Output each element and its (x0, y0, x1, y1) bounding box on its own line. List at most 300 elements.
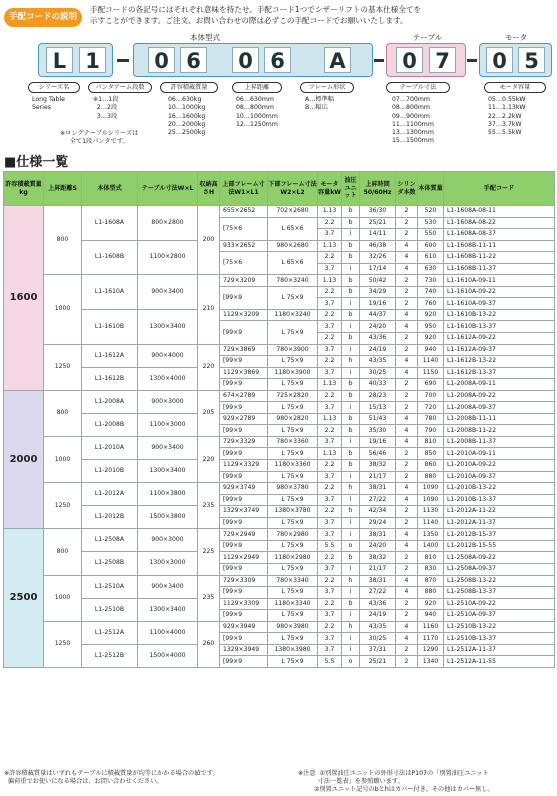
code-dash (117, 59, 129, 62)
code-cell: L1-2008B-11-11 (444, 413, 555, 425)
cylinder-cell: 2 (396, 229, 418, 241)
unit-cell: h (342, 621, 360, 633)
cylinder-cell: 4 (396, 321, 418, 333)
capacity-cell: 2500 (4, 529, 44, 668)
time-cell: 24/19 (360, 344, 396, 356)
table-row (4, 309, 555, 321)
motor-cell: 2.2 (318, 552, 342, 564)
time-cell: 40/33 (360, 379, 396, 391)
upper-frame-cell: 1329×3949 (220, 644, 268, 656)
time-cell: 30/25 (360, 367, 396, 379)
cylinder-cell: 4 (396, 356, 418, 368)
code-char: 6 (180, 47, 207, 73)
unit-cell: i (342, 633, 360, 645)
mass-cell: 700 (418, 390, 444, 402)
unit-cell: b (342, 240, 360, 252)
time-cell: 50/42 (360, 275, 396, 287)
spec-title: ■仕様一覧 (4, 155, 69, 170)
lift-cell: 800 (44, 390, 82, 436)
upper-frame-section-cell: [99×9 (220, 563, 268, 575)
mass-cell: 850 (418, 448, 444, 460)
motor-cell: 3.7 (318, 587, 342, 599)
table-header (4, 172, 555, 206)
code-cell: L1-1608B-11-37 (444, 263, 555, 275)
unit-cell: o (342, 540, 360, 552)
cylinder-cell: 4 (396, 529, 418, 541)
upper-frame-section-cell: [99×9 (220, 471, 268, 483)
unit-cell: i (342, 529, 360, 541)
code-cell: L1-2508B-13-37 (444, 587, 555, 599)
motor-cell: 2.2 (318, 286, 342, 298)
code-cell: L1-2010A-09-11 (444, 448, 555, 460)
unit-cell: i (342, 471, 360, 483)
lift-cell: 800 (44, 206, 82, 275)
mass-cell: 860 (418, 460, 444, 472)
code-cell: L1-2512A-11-55 (444, 656, 555, 668)
lower-frame-section-cell: L 75×9 (268, 540, 318, 552)
lower-frame-cell: 1380×3980 (268, 644, 318, 656)
upper-frame-cell: 655×2652 (220, 206, 268, 218)
time-cell: 38/31 (360, 529, 396, 541)
col-lift: 上昇距離S (44, 172, 82, 206)
unit-cell: b (342, 425, 360, 437)
code-cell: L1-2510B-13-22 (444, 621, 555, 633)
lower-frame-cell: 780×3360 (268, 436, 318, 448)
unit-cell: b (342, 598, 360, 610)
code-cell: L1-2508A-09-22 (444, 552, 555, 564)
mass-cell: 1130 (418, 506, 444, 518)
cylinder-cell: 2 (396, 286, 418, 298)
motor-cell: 2.2 (318, 575, 342, 587)
motor-cell: 3.7 (318, 367, 342, 379)
model-cell: L1-2512B (82, 644, 138, 667)
motor-cell: 3.7 (318, 633, 342, 645)
mass-cell: 1090 (418, 494, 444, 506)
lower-frame-cell: 980×2680 (268, 240, 318, 252)
code-char: A (324, 47, 351, 73)
code-cell: L1-2510B-13-37 (444, 633, 555, 645)
unit-cell: i (342, 587, 360, 599)
motor-cell: 2.2 (318, 598, 342, 610)
motor-cell: 2.2 (318, 460, 342, 472)
label-arms: パンタアーム段数 (88, 82, 152, 93)
time-cell: 27/22 (360, 587, 396, 599)
motor-cell: 1.13 (318, 206, 342, 218)
time-cell: 34/29 (360, 286, 396, 298)
code-cell: L1-2510A-09-22 (444, 598, 555, 610)
cylinder-cell: 2 (396, 563, 418, 575)
unit-cell: i (342, 298, 360, 310)
unit-cell: i (342, 436, 360, 448)
col-upper-frame: 上部フレーム寸法W1×L1 (220, 172, 268, 206)
table-size-cell: 1300×3000 (138, 552, 198, 575)
time-cell: 38/31 (360, 575, 396, 587)
upper-frame-section-cell: [99×9 (220, 656, 268, 668)
mass-cell: 730 (418, 275, 444, 287)
motor-cell: 1.13 (318, 448, 342, 460)
mass-cell: 870 (418, 575, 444, 587)
cylinder-cell: 4 (396, 367, 418, 379)
col-table-size: テーブル寸法W×L (138, 172, 198, 206)
lower-frame-cell: 780×3900 (268, 344, 318, 356)
table-row (4, 598, 555, 610)
motor-cell: 2.2 (318, 309, 342, 321)
table-row (4, 344, 555, 356)
table-size-cell: 900×3000 (138, 529, 198, 552)
cylinder-cell: 2 (396, 598, 418, 610)
unit-cell: i (342, 263, 360, 275)
table-row (4, 436, 555, 448)
upper-frame-cell: 929×3749 (220, 483, 268, 495)
upper-frame-cell: 729×3209 (220, 275, 268, 287)
time-cell: 44/37 (360, 309, 396, 321)
cylinder-cell: 4 (396, 621, 418, 633)
mass-cell: 880 (418, 471, 444, 483)
code-cell: L1-1608A-08-37 (444, 229, 555, 241)
motor-cell: 2.2 (318, 333, 342, 345)
motor-cell: 3.7 (318, 402, 342, 414)
unit-cell: i (342, 367, 360, 379)
capacity-cell: 1600 (4, 206, 44, 391)
lower-frame-cell: 1180×3240 (268, 309, 318, 321)
time-cell: 24/19 (360, 610, 396, 622)
height-cell: 210 (198, 275, 220, 344)
table-size-cell: 1300×3400 (138, 460, 198, 483)
mass-cell: 600 (418, 240, 444, 252)
code-cell: L1-2012B-15-55 (444, 540, 555, 552)
table-row (4, 483, 555, 495)
code-char: 1 (79, 47, 106, 73)
motor-cell: 2.2 (318, 217, 342, 229)
mass-cell: 690 (418, 379, 444, 391)
unit-cell: i (342, 494, 360, 506)
caption-model: 本体型式 (190, 33, 220, 42)
table-size-cell: 1100×3800 (138, 483, 198, 506)
caption-motor: モータ (504, 33, 528, 42)
table-size-cell: 1500×4000 (138, 644, 198, 667)
time-cell: 32/26 (360, 252, 396, 264)
unit-cell: b (342, 252, 360, 264)
upper-frame-section-cell: [99×9 (220, 379, 268, 391)
lower-frame-section-cell: L 75×9 (268, 633, 318, 645)
col-capacity: 許容積載質量kg (4, 172, 44, 206)
time-cell: 43/35 (360, 356, 396, 368)
code-dash (467, 59, 477, 62)
cylinder-cell: 2 (396, 206, 418, 218)
unit-cell: b (342, 448, 360, 460)
time-cell: 35/30 (360, 425, 396, 437)
mass-cell: 950 (418, 321, 444, 333)
mass-cell: 830 (418, 563, 444, 575)
unit-cell: b (342, 552, 360, 564)
col-unit: 油圧ユニット (342, 172, 360, 206)
lower-frame-cell: 980×3980 (268, 621, 318, 633)
time-cell: 29/24 (360, 517, 396, 529)
code-char: 7 (429, 47, 456, 73)
height-cell: 235 (198, 483, 220, 529)
lift-desc: 06…630mm 08…800mm 10…1000mm 12…1250mm (236, 96, 278, 128)
arms-desc: ※1…1段 2…2段 3…3段 (93, 96, 119, 120)
time-cell: 25/21 (360, 217, 396, 229)
mass-cell: 630 (418, 263, 444, 275)
table-size-cell: 1300×3400 (138, 598, 198, 621)
time-cell: 25/21 (360, 656, 396, 668)
intro-text: 手配コードの各記号にはそれぞれ意味を持たせ、手配コード1つでシザーリフトの基本仕様全てを 示すことができます。ご注文、お問い合わせの際は必ずこの手配コードでお願いいたします。 (90, 5, 422, 25)
motor-cell: 1.13 (318, 413, 342, 425)
cylinder-cell: 2 (396, 402, 418, 414)
model-cell: L1-1612A (82, 344, 138, 367)
table-row (4, 413, 555, 425)
lower-frame-cell: 780×3240 (268, 275, 318, 287)
code-box-table (386, 43, 466, 77)
upper-frame-cell: 1129×2949 (220, 552, 268, 564)
unit-cell: b (342, 286, 360, 298)
code-cell: L1-1610A-09-37 (444, 298, 555, 310)
time-cell: 56/46 (360, 448, 396, 460)
upper-frame-cell: 1329×3749 (220, 506, 268, 518)
motor-cell: 2.2 (318, 390, 342, 402)
cylinder-cell: 2 (396, 517, 418, 529)
unit-cell: i (342, 563, 360, 575)
upper-frame-section-cell: [99×9 (220, 425, 268, 437)
upper-frame-section-cell: [99×9 (220, 587, 268, 599)
mass-cell: 940 (418, 344, 444, 356)
motor-cell: 3.7 (318, 529, 342, 541)
mass-cell: 1140 (418, 517, 444, 529)
table-row (4, 275, 555, 287)
mass-cell: 940 (418, 610, 444, 622)
motor-cell: 2.2 (318, 483, 342, 495)
unit-cell: b (342, 217, 360, 229)
table-body (4, 206, 555, 668)
code-cell: L1-1610A-09-11 (444, 275, 555, 287)
lower-frame-cell: 1180×3360 (268, 460, 318, 472)
cylinder-cell: 4 (396, 240, 418, 252)
mass-cell: 1160 (418, 621, 444, 633)
time-cell: 24/20 (360, 540, 396, 552)
cylinder-cell: 2 (396, 506, 418, 518)
height-cell: 205 (198, 390, 220, 436)
lift-cell: 1000 (44, 575, 82, 621)
height-cell: 225 (198, 529, 220, 575)
height-cell: 200 (198, 206, 220, 275)
cylinder-cell: 2 (396, 552, 418, 564)
mass-cell: 1400 (418, 540, 444, 552)
model-cell: L1-2510A (82, 575, 138, 598)
lower-frame-cell: 725×2820 (268, 390, 318, 402)
cylinder-cell: 4 (396, 587, 418, 599)
lower-frame-section-cell: L 75×9 (268, 563, 318, 575)
label-lift: 上昇距離 (232, 82, 282, 93)
mass-cell: 810 (418, 436, 444, 448)
cylinder-cell: 4 (396, 483, 418, 495)
height-cell: 220 (198, 344, 220, 390)
unit-cell: b (342, 309, 360, 321)
arms-note: ※ロングテーブルシリーズは 全て1段パンタです。 (60, 130, 139, 146)
lower-frame-section-cell: L 75×9 (268, 610, 318, 622)
code-box-model (133, 43, 373, 77)
time-cell: 36/30 (360, 206, 396, 218)
col-mass: 本体質量 (418, 172, 444, 206)
cylinder-cell: 4 (396, 494, 418, 506)
motor-cell: 5.5 (318, 540, 342, 552)
time-cell: 43/35 (360, 621, 396, 633)
mass-cell: 920 (418, 598, 444, 610)
lower-frame-section-cell: L 75×9 (268, 587, 318, 599)
time-cell: 17/14 (360, 263, 396, 275)
model-cell: L1-2012A (82, 483, 138, 506)
label-frame: フレーム形状 (300, 82, 354, 93)
time-cell: 15/13 (360, 402, 396, 414)
motor-cell: 3.7 (318, 494, 342, 506)
section-badge: 手配コードの説明 (4, 8, 82, 27)
unit-cell: i (342, 517, 360, 529)
lower-frame-cell: 780×2980 (268, 529, 318, 541)
time-cell: 19/16 (360, 436, 396, 448)
code-cell: L1-2508B-13-22 (444, 575, 555, 587)
model-cell: L1-2008B (82, 413, 138, 436)
cylinder-cell: 4 (396, 436, 418, 448)
motor-cell: 3.7 (318, 298, 342, 310)
unit-cell: b (342, 390, 360, 402)
upper-frame-section-cell: [99×9 (220, 610, 268, 622)
table-row (4, 552, 555, 564)
lower-frame-section-cell: L 75×9 (268, 356, 318, 368)
motor-cell: 3.7 (318, 517, 342, 529)
unit-cell: b (342, 460, 360, 472)
upper-frame-section-cell: [99×9 (220, 540, 268, 552)
col-cylinders: シリンダ本数 (396, 172, 418, 206)
code-cell: L1-1610A-09-22 (444, 286, 555, 298)
lower-frame-cell: 980×3780 (268, 483, 318, 495)
table-row (4, 644, 555, 656)
unit-cell: b (342, 413, 360, 425)
table-size-cell: 1100×2800 (138, 240, 198, 275)
code-cell: L1-2008B-11-22 (444, 425, 555, 437)
col-model: 本体型式 (82, 172, 138, 206)
table-size-cell: 1300×3400 (138, 309, 198, 344)
unit-cell: h (342, 483, 360, 495)
motor-cell: 3.7 (318, 563, 342, 575)
time-cell: 24/20 (360, 321, 396, 333)
col-lower-frame: 下部フレーム寸法W2×L2 (268, 172, 318, 206)
time-cell: 42/34 (360, 506, 396, 518)
code-cell: L1-2010A-09-22 (444, 460, 555, 472)
model-cell: L1-2008A (82, 390, 138, 413)
capacity-cell: 2000 (4, 390, 44, 529)
table-size-cell: 900×3400 (138, 275, 198, 310)
motor-cell: 2.2 (318, 506, 342, 518)
col-motor: モータ容量kW (318, 172, 342, 206)
time-cell: 51/43 (360, 413, 396, 425)
mass-cell: 920 (418, 309, 444, 321)
unit-cell: i (342, 644, 360, 656)
lower-frame-cell: 1380×3780 (268, 506, 318, 518)
code-cell: L1-1608B-11-22 (444, 252, 555, 264)
time-cell: 37/31 (360, 644, 396, 656)
motor-cell: 2.2 (318, 621, 342, 633)
motor-cell: 2.2 (318, 425, 342, 437)
label-table: テーブル寸法 (386, 82, 450, 93)
code-cell: L1-2008A-09-22 (444, 390, 555, 402)
unit-cell: h (342, 356, 360, 368)
code-cell: L1-1612B-13-37 (444, 367, 555, 379)
code-cell: L1-2012A-11-22 (444, 506, 555, 518)
cylinder-cell: 4 (396, 309, 418, 321)
time-cell: 43/36 (360, 598, 396, 610)
table-row (4, 460, 555, 472)
code-cell: L1-1608B-11-11 (444, 240, 555, 252)
time-cell: 27/22 (360, 494, 396, 506)
label-series: シリーズ名 (28, 82, 80, 93)
code-cell: L1-2010A-09-37 (444, 471, 555, 483)
upper-frame-cell: 1129×3869 (220, 367, 268, 379)
unit-cell: o (342, 656, 360, 668)
lower-frame-section-cell: L 75×9 (268, 425, 318, 437)
model-cell: L1-2508A (82, 529, 138, 552)
table-size-cell: 1500×3800 (138, 506, 198, 529)
height-cell: 220 (198, 436, 220, 482)
mass-cell: 520 (418, 206, 444, 218)
code-char: 0 (396, 47, 423, 73)
mass-cell: 1170 (418, 633, 444, 645)
cylinder-cell: 2 (396, 448, 418, 460)
table-row (4, 390, 555, 402)
height-cell: 260 (198, 621, 220, 667)
code-cell: L1-2512A-11-37 (444, 644, 555, 656)
mass-cell: 1350 (418, 529, 444, 541)
upper-frame-cell: 929×2789 (220, 413, 268, 425)
unit-cell: b (342, 379, 360, 391)
upper-frame-cell: 929×3949 (220, 621, 268, 633)
mass-cell: 720 (418, 402, 444, 414)
motor-cell: 3.7 (318, 436, 342, 448)
code-cell: L1-1608A-08-22 (444, 217, 555, 229)
model-cell: L1-2012B (82, 506, 138, 529)
series-desc: Long Table Series (32, 96, 65, 112)
code-cell: L1-1612B-13-22 (444, 356, 555, 368)
code-char: 0 (486, 47, 513, 73)
lift-cell: 1250 (44, 344, 82, 390)
cylinder-cell: 2 (396, 390, 418, 402)
cylinder-cell: 4 (396, 425, 418, 437)
motor-cell: 3.7 (318, 263, 342, 275)
motor-cell: 2.2 (318, 252, 342, 264)
upper-frame-section-cell: [75×6 (220, 217, 268, 240)
motor-cell: 5.5 (318, 656, 342, 668)
lower-frame-cell: 1180×2980 (268, 552, 318, 564)
table-row (4, 206, 555, 218)
cylinder-cell: 2 (396, 644, 418, 656)
lift-cell: 1000 (44, 275, 82, 344)
upper-frame-cell: 729×3869 (220, 344, 268, 356)
cylinder-cell: 4 (396, 263, 418, 275)
code-dash (374, 59, 384, 62)
mass-cell: 1290 (418, 644, 444, 656)
lower-frame-section-cell: L 75×9 (268, 656, 318, 668)
mass-cell: 780 (418, 413, 444, 425)
code-cell: L1-2008B-11-37 (444, 436, 555, 448)
unit-cell: i (342, 321, 360, 333)
upper-frame-cell: 1129×3309 (220, 598, 268, 610)
model-cell: L1-1608B (82, 240, 138, 275)
height-cell: 235 (198, 575, 220, 621)
mass-cell: 610 (418, 252, 444, 264)
unit-cell: i (342, 344, 360, 356)
code-cell: L1-2012A-11-37 (444, 517, 555, 529)
code-cell: L1-1608A-08-11 (444, 206, 555, 218)
lower-frame-cell: 702×2680 (268, 206, 318, 218)
